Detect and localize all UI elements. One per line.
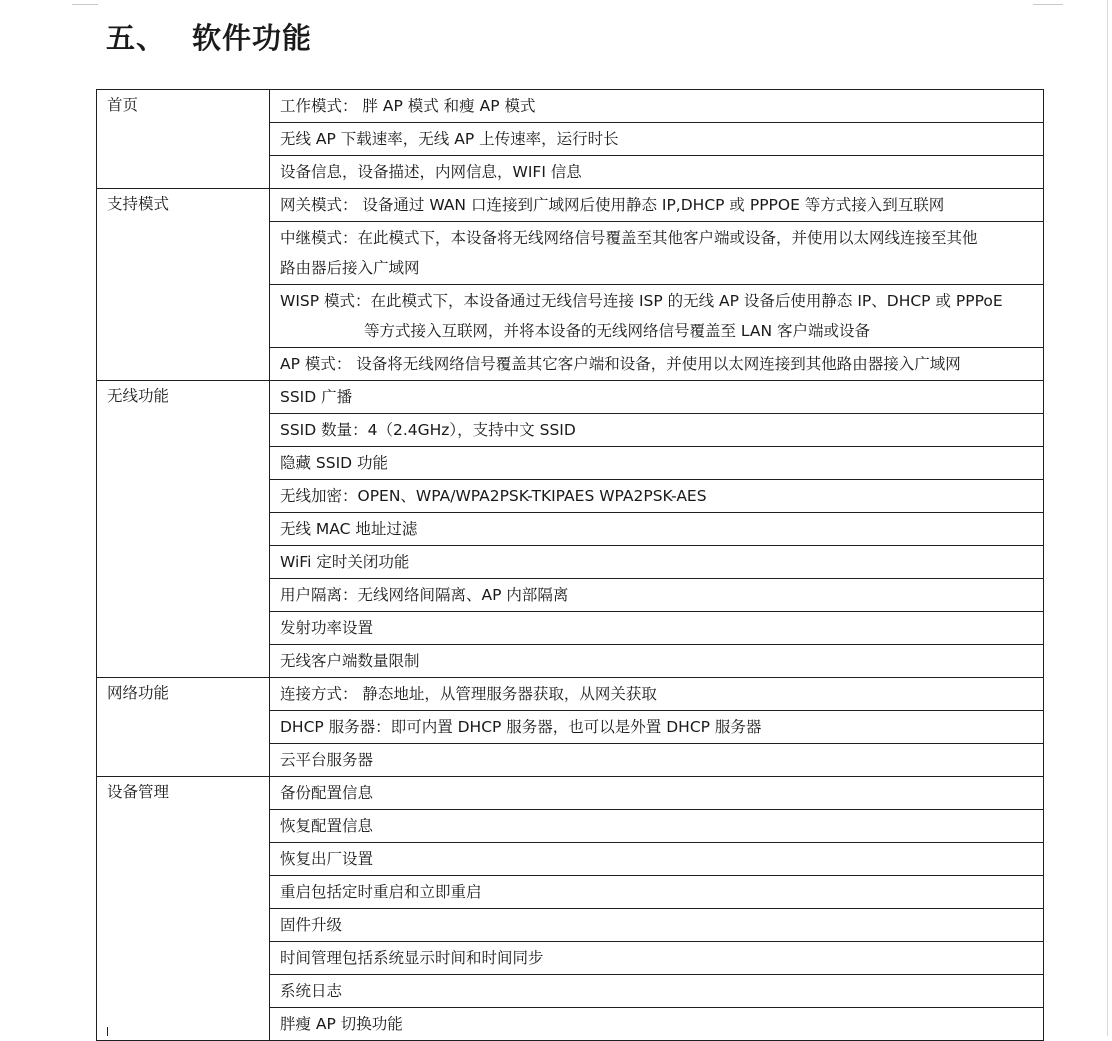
feature-cell [270,579,1044,612]
table-row [97,678,1044,711]
section-title: 软件功能 [192,21,313,55]
feature-text: 工作模式： 胖 AP 模式 和瘦 AP 模式 [280,97,536,115]
feature-text: WISP 模式：在此模式下，本设备通过无线信号连接 ISP 的无线 AP 设备后使用静态 IP、DHCP 或 PPPoE [280,292,1003,310]
section-heading [106,18,312,58]
feature-text: 备份配置信息 [280,784,374,802]
feature-cell [270,156,1044,189]
feature-text: 无线 MAC 地址过滤 [280,520,418,538]
feature-cell [270,810,1044,843]
feature-cell [270,612,1044,645]
feature-cell [270,123,1044,156]
table-row [97,381,1044,414]
feature-cell [270,975,1044,1008]
feature-text: WiFi 定时关闭功能 [280,553,410,571]
feature-cell [270,909,1044,942]
feature-text: 隐藏 SSID 功能 [280,454,389,472]
feature-cell [270,513,1044,546]
feature-text: 等方式接入互联网，并将本设备的无线网络信号覆盖至 LAN 客户端或设备 [364,322,871,340]
feature-text: 发射功率设置 [280,619,374,637]
feature-text: 用户隔离：无线网络间隔离、AP 内部隔离 [280,586,569,604]
feature-cell [270,90,1044,123]
category-cell: 无线功能 [97,381,270,678]
feature-cell [270,645,1044,678]
feature-text: 中继模式：在此模式下，本设备将无线网络信号覆盖至其他客户端或设备，并使用以太网线连接至其他 [280,229,978,247]
feature-text: 固件升级 [280,916,343,934]
feature-text: 连接方式： 静态地址，从管理服务器获取，从网关获取 [280,685,657,703]
category-cell: 支持模式 [97,189,270,381]
feature-cell [270,414,1044,447]
feature-text: 时间管理包括系统显示时间和时间同步 [280,949,544,967]
feature-text: 路由器后接入广域网 [280,259,420,277]
section-number: 五、 [106,21,167,55]
feature-cell [270,678,1044,711]
feature-cell [270,711,1044,744]
feature-text: 网关模式： 设备通过 WAN 口连接到广域网后使用静态 IP,DHCP 或 PPPOE 等方式接入到互联网 [280,196,945,214]
feature-cell [270,381,1044,414]
feature-cell [270,744,1044,777]
feature-table [96,89,1044,1041]
category-cell: 设备管理 [97,777,270,1041]
feature-cell [270,348,1044,381]
feature-cell [270,285,1044,348]
feature-text: 重启包括定时重启和立即重启 [280,883,482,901]
feature-cell [270,480,1044,513]
feature-text: DHCP 服务器：即可内置 DHCP 服务器，也可以是外置 DHCP 服务器 [280,718,762,736]
feature-cell [270,876,1044,909]
feature-cell [270,189,1044,222]
page-edge [1107,0,1108,1036]
table-row [97,189,1044,222]
feature-cell [270,777,1044,810]
crop-mark-top-left [72,4,98,5]
feature-text: 设备信息，设备描述，内网信息，WIFI 信息 [280,163,582,181]
feature-text: SSID 广播 [280,388,353,406]
feature-table-body [97,90,1044,1041]
feature-text: 无线客户端数量限制 [280,652,420,670]
feature-text: 云平台服务器 [280,751,374,769]
table-row [97,90,1044,123]
feature-cell [270,546,1044,579]
feature-text: 胖瘦 AP 切换功能 [280,1015,403,1033]
feature-text: 恢复配置信息 [280,817,374,835]
crop-mark-top-right [1033,4,1063,5]
feature-text: 系统日志 [280,982,343,1000]
category-cell: 首页 [97,90,270,189]
feature-cell [270,222,1044,285]
feature-text: 无线 AP 下载速率，无线 AP 上传速率，运行时长 [280,130,619,148]
feature-text: SSID 数量：4（2.4GHz），支持中文 SSID [280,421,576,439]
feature-text: 无线加密：OPEN、WPA/WPA2PSK-TKIPAES WPA2PSK-AES [280,487,707,505]
feature-cell [270,843,1044,876]
feature-cell [270,447,1044,480]
category-cell: 网络功能 [97,678,270,777]
table-row [97,777,1044,810]
feature-cell [270,942,1044,975]
feature-text: 恢复出厂设置 [280,850,374,868]
feature-text: AP 模式： 设备将无线网络信号覆盖其它客户端和设备，并使用以太网连接到其他路由器接入广域网 [280,355,961,373]
